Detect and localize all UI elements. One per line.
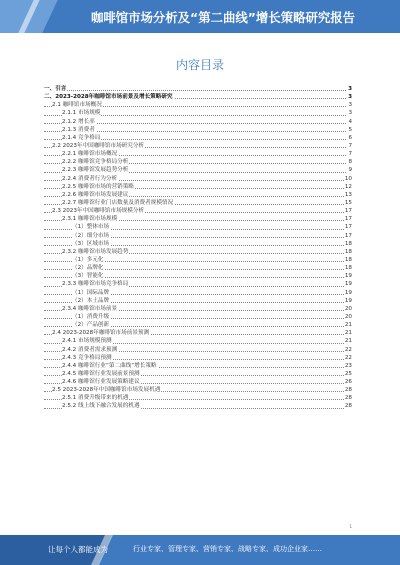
toc-entry-page: 19 [344, 281, 352, 288]
toc-entry-title: 2.3.1 咖啡馆市场规模 [62, 216, 118, 223]
toc-entry-page: 21 [344, 338, 352, 345]
toc-entry-page: 22 [344, 346, 352, 353]
toc-entry-title: 2.2 2023年中国咖啡馆市场研究分析 [52, 142, 145, 149]
toc-entry-title: 2.5.1 消费升级带来的机遇 [62, 395, 129, 402]
toc-entry-page: 20 [344, 313, 352, 320]
toc-entry[interactable] [44, 183, 352, 191]
report-title: 咖啡馆市场分析及“第二曲线”增长策略研究报告 [90, 10, 356, 25]
toc-entry[interactable] [44, 256, 352, 264]
toc-entry-title: 2.1.3 消费者 [62, 126, 95, 133]
toc-entry-page: 8 [348, 159, 352, 166]
toc-entry-page: 28 [344, 403, 352, 410]
toc-entry-page: 25 [344, 370, 352, 377]
toc-entry-page: 7 [348, 142, 352, 149]
toc-entry[interactable] [44, 370, 352, 378]
page-number: 1 [349, 524, 352, 529]
toc-entry-page: 28 [344, 395, 352, 402]
toc-entry-title: 2.5 2023-2028年中国咖啡馆市场发展机遇 [52, 387, 161, 394]
toc-entry-title: （1）国际品牌 [72, 289, 110, 296]
toc-entry-page: 22 [344, 354, 352, 361]
toc-entry-title: 2.2.5 咖啡馆市场的营销策略 [62, 183, 134, 190]
toc-entry[interactable] [44, 101, 352, 109]
toc-entry[interactable] [44, 150, 352, 158]
toc-entry-title: 2.1.1 市场规模 [62, 110, 101, 117]
toc-entry-page: 4 [348, 118, 352, 125]
toc-entry-title: 2.4.4 咖啡馆行业“第二曲线”增长策略 [62, 362, 157, 369]
toc-entry-page: 19 [344, 297, 352, 304]
report-footer [0, 535, 400, 565]
toc-heading: 内容目录 [175, 58, 224, 72]
toc-entry[interactable] [44, 158, 352, 166]
toc-entry-page: 23 [344, 362, 352, 369]
toc-entry-page: 17 [344, 232, 352, 239]
toc-entry-title: 2.3 2023年中国咖啡馆市场规模分析 [52, 208, 145, 215]
table-of-contents [44, 85, 352, 411]
footer-tagline: 行业专家、管理专家、营销专家、战略专家、成功企业家…… [133, 545, 322, 553]
toc-entry-title: 2.4.3 竞争格局预测 [62, 354, 112, 361]
toc-entry[interactable] [44, 142, 352, 150]
toc-entry-page: 13 [344, 191, 352, 198]
toc-entry[interactable] [44, 215, 352, 223]
toc-entry-title: （3）区域市场 [72, 240, 110, 247]
toc-entry-page: 20 [344, 305, 352, 312]
toc-entry-page: 9 [348, 167, 352, 174]
toc-entry-title: 2.4.2 消费者需求预测 [62, 346, 118, 353]
toc-leader-dots [44, 90, 352, 91]
toc-entry-page: 6 [348, 134, 352, 141]
toc-entry-title: 2.2.3 咖啡馆发展趋势分析 [62, 167, 129, 174]
toc-entry-page: 17 [344, 208, 352, 215]
toc-entry[interactable] [44, 191, 352, 199]
toc-entry-title: 一、引言 [44, 86, 67, 92]
toc-entry-title: （2）细分市场 [72, 232, 110, 239]
toc-entry-title: 2.4.6 咖啡馆行业发展策略建议 [62, 379, 140, 386]
toc-entry[interactable] [44, 223, 352, 231]
toc-entry[interactable] [44, 199, 352, 207]
toc-entry-title: （1）多元化 [72, 256, 104, 263]
toc-entry[interactable] [44, 240, 352, 248]
toc-entry-title: 2.1.2 增长率 [62, 118, 95, 125]
toc-entry-title: 2.2.7 咖啡馆行业门店数量及消费者规模情况 [62, 199, 174, 206]
toc-entry-title: 2.1 咖啡馆市场概况 [52, 102, 102, 109]
toc-entry[interactable] [44, 272, 352, 280]
toc-entry[interactable] [44, 289, 352, 297]
toc-entry[interactable] [44, 394, 352, 402]
toc-entry[interactable] [44, 134, 352, 142]
toc-entry[interactable] [44, 362, 352, 370]
toc-entry-title: 2.3.2 咖啡馆市场发展趋势 [62, 248, 129, 255]
toc-entry-title: 2.1.4 竞争格局 [62, 134, 101, 141]
toc-entry-title: 2.4.1 市场规模预测 [62, 338, 112, 345]
toc-entry-page: 18 [344, 240, 352, 247]
toc-entry-title: 2.3.4 咖啡馆市场前景 [62, 305, 118, 312]
toc-entry-page: 3 [348, 94, 352, 101]
toc-entry-title: （1）整体市场 [72, 224, 110, 231]
toc-entry-page: 12 [344, 183, 352, 190]
toc-entry[interactable] [44, 126, 352, 134]
toc-entry[interactable] [44, 93, 352, 101]
toc-entry-page: 21 [344, 322, 352, 329]
toc-entry-page: 3 [348, 102, 352, 109]
toc-entry-title: 2.4 2023-2028年咖啡馆市场前景预测 [52, 330, 150, 337]
toc-entry-page: 21 [344, 330, 352, 337]
report-header [0, 0, 400, 33]
toc-entry-page: 19 [344, 289, 352, 296]
toc-entry-page: 18 [344, 256, 352, 263]
toc-entry[interactable] [44, 166, 352, 174]
toc-entry-page: 7 [348, 151, 352, 158]
toc-entry-title: 2.2.1 咖啡馆市场概况 [62, 151, 118, 158]
toc-entry[interactable] [44, 386, 352, 394]
toc-entry-page: 3 [348, 110, 352, 117]
toc-entry-title: （3）智能化 [72, 273, 104, 280]
toc-entry[interactable] [44, 280, 352, 288]
toc-entry-title: 2.4.5 咖啡馆行业发展前景预测 [62, 370, 140, 377]
toc-entry-page: 17 [344, 224, 352, 231]
toc-entry-title: 2.2.4 消费者行为分析 [62, 175, 118, 182]
toc-entry[interactable] [44, 321, 352, 329]
toc-entry[interactable] [44, 118, 352, 126]
toc-entry-page: 3 [348, 86, 352, 92]
toc-entry-page: 15 [344, 199, 352, 206]
toc-entry-page: 5 [348, 126, 352, 133]
toc-entry-page: 10 [344, 175, 352, 182]
toc-entry[interactable] [44, 346, 352, 354]
toc-entry[interactable] [44, 85, 352, 93]
footer-slogan: 让每个人都能成为 [48, 545, 108, 554]
toc-entry[interactable] [44, 232, 352, 240]
toc-entry[interactable] [44, 329, 352, 337]
toc-entry-title: （1）消费升级 [72, 313, 110, 320]
toc-entry-page: 18 [344, 265, 352, 272]
toc-entry[interactable] [44, 264, 352, 272]
toc-entry-title: 2.3.3 咖啡馆市场竞争格局 [62, 281, 129, 288]
toc-entry[interactable] [44, 305, 352, 313]
toc-entry[interactable] [44, 207, 352, 215]
toc-entry-title: （2）产品创新 [72, 322, 110, 329]
toc-entry-title: 2.2.2 咖啡馆竞争格局分析 [62, 159, 129, 166]
toc-entry[interactable] [44, 248, 352, 256]
toc-entry-title: （2）本土品牌 [72, 297, 110, 304]
toc-entry[interactable] [44, 354, 352, 362]
toc-entry-page: 17 [344, 216, 352, 223]
toc-entry[interactable] [44, 402, 352, 410]
toc-entry[interactable] [44, 297, 352, 305]
toc-entry-page: 19 [344, 273, 352, 280]
toc-entry[interactable] [44, 337, 352, 345]
toc-entry-title: （2）品牌化 [72, 265, 104, 272]
toc-entry[interactable] [44, 378, 352, 386]
toc-entry-page: 18 [344, 248, 352, 255]
toc-entry-title: 二、2023-2028年咖啡馆市场前景及增长策略研究 [44, 94, 173, 101]
toc-entry-title: 2.2.6 咖啡馆市场发展建议 [62, 191, 129, 198]
toc-entry-page: 26 [344, 379, 352, 386]
toc-entry[interactable] [44, 313, 352, 321]
toc-entry[interactable] [44, 109, 352, 117]
toc-entry-title: 2.5.2 线上线下融合发展的机遇 [62, 403, 140, 410]
toc-entry[interactable] [44, 175, 352, 183]
toc-entry-page: 28 [344, 387, 352, 394]
